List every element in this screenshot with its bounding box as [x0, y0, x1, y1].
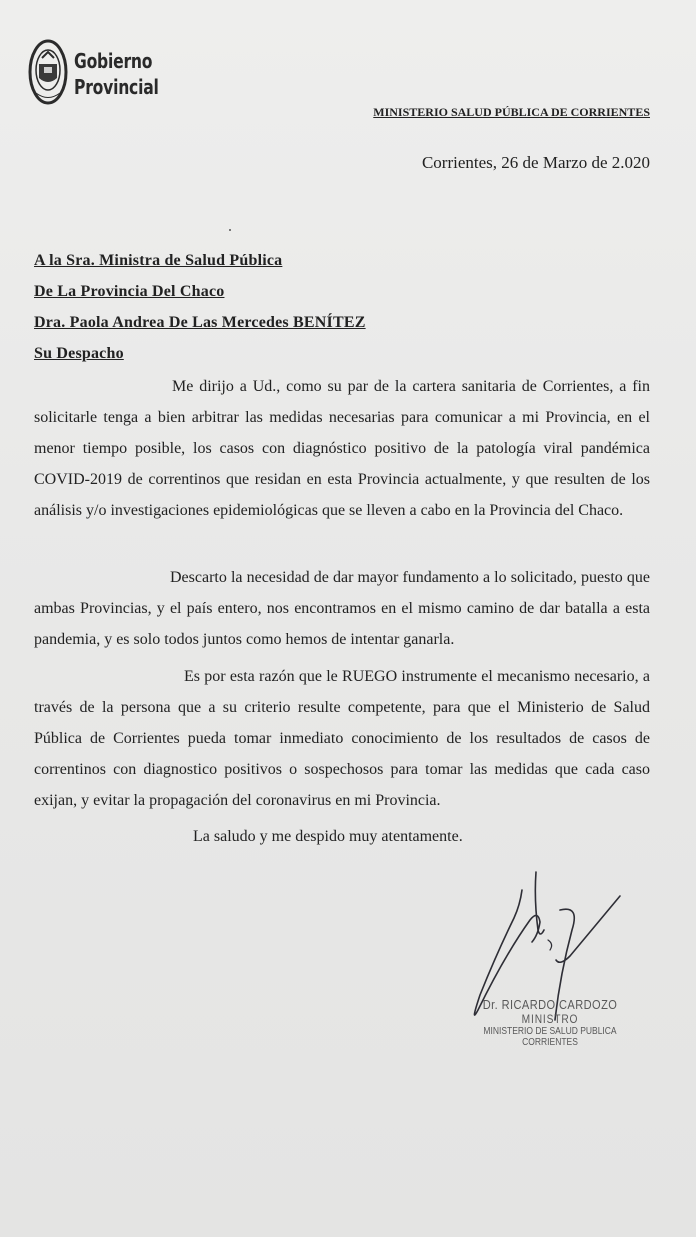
- signer-title: MINISTRO: [521, 1012, 579, 1026]
- body-paragraph-2: [34, 562, 650, 655]
- gobierno-provincial-logo: [28, 38, 158, 110]
- ink-dot: [229, 229, 231, 231]
- addressee-line-1: A la Sra. Ministra de Salud Pública: [34, 252, 283, 269]
- signer-ministry: MINISTERIO DE SALUD PUBLICA: [483, 1026, 617, 1037]
- body-paragraph-3: [34, 661, 650, 816]
- closing-line: La saludo y me despido muy atentamente.: [193, 828, 463, 845]
- addressee-line-2: De La Provincia Del Chaco: [34, 283, 225, 300]
- body-paragraph-1: [34, 371, 650, 526]
- logo-line-1: Gobierno: [74, 49, 153, 73]
- signature-stamp: [470, 997, 630, 1048]
- logo-wordmark: [74, 48, 159, 100]
- paragraph-3-text: Es por esta razón que le RUEGO instrumente el mecanismo necesario, a través de la persona que a su criterio resulte competente, para que el Ministerio de Salud Pública de Corrientes pueda tomar inmediato conocimiento de los resultados de casos de correntinos con diagnostico positivos o sospechosos para tomar las medidas que cada caso exijan, y evitar la propagación del coronavirus en mi Provincia.: [34, 668, 650, 809]
- paragraph-1-text: Me dirijo a Ud., como su par de la cartera sanitaria de Corrientes, a fin solicitarle tenga a bien arbitrar las medidas necesarias para comunicar a mi Provincia, en el menor tiempo posible, los casos con diagnóstico positivo de la patología viral pandémica COVID-2019 de correntinos que residan en esta Provincia actualmente, y que resulten de los análisis y/o investigaciones epidemiológicas que se lleven a cabo en la Provincia del Chaco.: [34, 378, 650, 519]
- paragraph-2-text: Descarto la necesidad de dar mayor fundamento a lo solicitado, puesto que ambas Provincias, y el país entero, nos encontramos en el mismo camino de dar batalla a esta pandemia, y es solo todos juntos como hemos de intentar ganarla.: [34, 569, 650, 648]
- addressee-line-3: Dra. Paola Andrea De Las Mercedes BENÍTEZ: [34, 314, 366, 331]
- logo-line-2: Provincial: [74, 75, 159, 99]
- ministry-heading: MINISTERIO SALUD PÚBLICA DE CORRIENTES: [373, 105, 650, 119]
- letter-date: Corrientes, 26 de Marzo de 2.020: [421, 153, 650, 172]
- provincial-seal-icon: [28, 38, 68, 106]
- signer-city: CORRIENTES: [522, 1037, 578, 1048]
- addressee-line-4: Su Despacho: [34, 345, 124, 362]
- signer-name: Dr. RICARDO CARDOZO: [482, 997, 618, 1012]
